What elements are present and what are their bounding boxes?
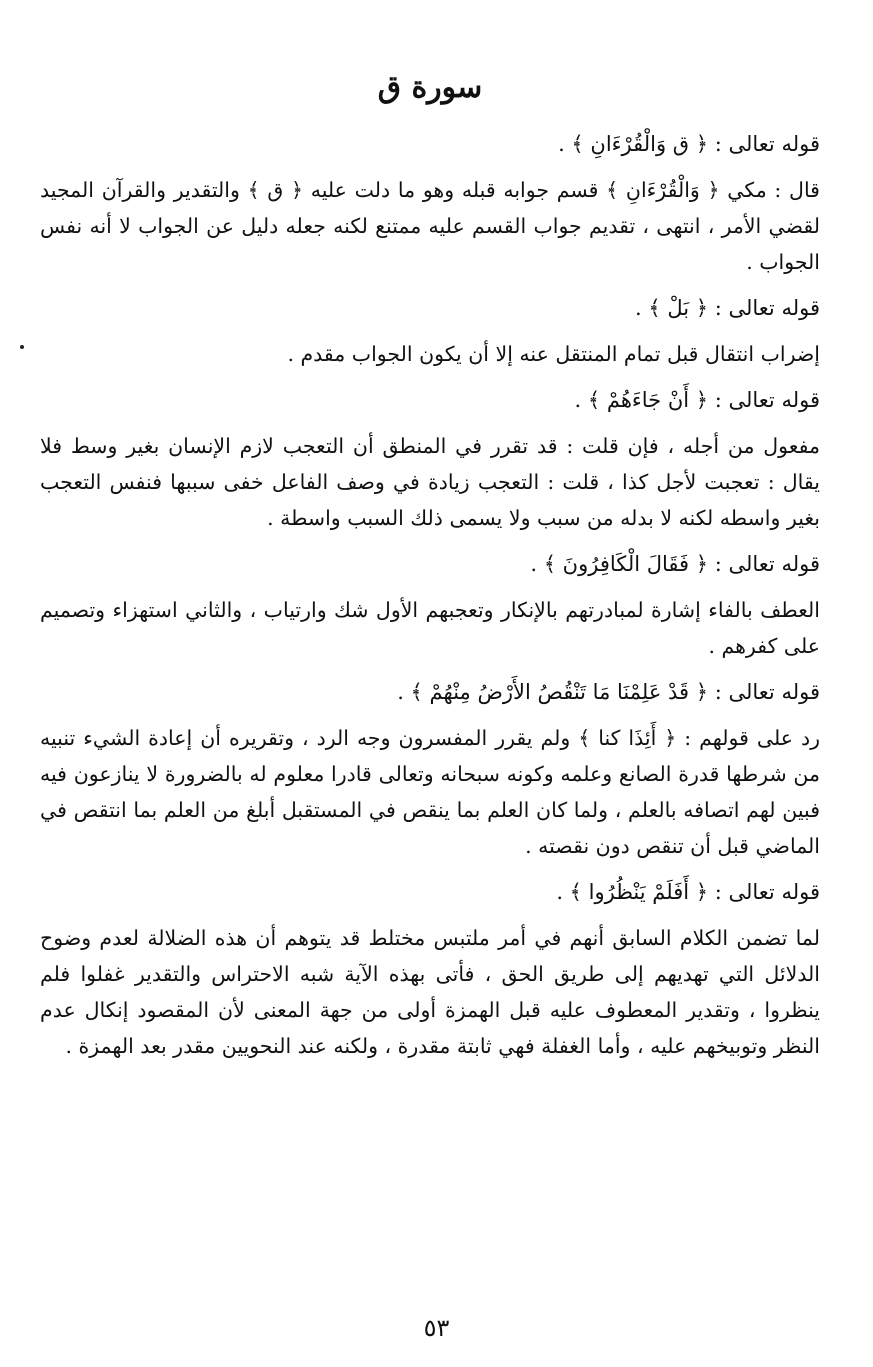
verse-heading: قوله تعالى : ﴿ أَفَلَمْ يَنْظُرُوا ﴾ . [556, 880, 820, 904]
commentary-paragraph: إضراب انتقال قبل تمام المنتقل عنه إلا أن يكون الجواب مقدم . [287, 342, 820, 366]
verse-heading: قوله تعالى : ﴿ أَنْ جَاءَهُمْ ﴾ . [574, 388, 820, 412]
verse-heading: قوله تعالى : ﴿ ق وَالْقُرْءَانِ ﴾ . [558, 132, 820, 156]
page-content [40, 60, 820, 1074]
verse-heading: قوله تعالى : ﴿ بَلْ ﴾ . [635, 296, 820, 320]
section-2 [40, 290, 820, 372]
section-5 [40, 674, 820, 864]
commentary-paragraph: مفعول من أجله ، فإن قلت : قد تقرر في المنطق أن التعجب لازم الإنسان بغير وسط فلا يقال : تعجبت لأجل كذا ، قلت : التعجب زيادة في وصف الفاعل خفى سببها فنفس التعجب بغير واسطه لكنه لا بدله من سبب ولا يسمى ذلك السبب واسطة . [40, 434, 820, 530]
verse-heading: قوله تعالى : ﴿ فَقَالَ الْكَافِرُونَ ﴾ . [530, 552, 820, 576]
stray-mark [20, 345, 24, 349]
section-1 [40, 126, 820, 280]
commentary-paragraph: رد على قولهم : ﴿ أَئِذَا كنا ﴾ ولم يقرر المفسرون وجه الرد ، وتقريره أن إعادة الشيء تنبيه من شرطها قدرة الصانع وعلمه وكونه سبحانه وتعالى قادرا معلوم له بالضرورة لا ينازعون فيه فبين لهم اتصافه بالعلم ، ولما كان العلم بما ينقص في المستقبل أبلغ من العلم بما انتقص في الماضي قبل أن تنقص دون نقصته . [40, 726, 820, 858]
commentary-paragraph: العطف بالفاء إشارة لمبادرتهم بالإنكار وتعجبهم الأول شك وارتياب ، والثاني استهزاء وتصميم على كفرهم . [40, 598, 820, 658]
section-6 [40, 874, 820, 1064]
commentary-paragraph: لما تضمن الكلام السابق أنهم في أمر ملتبس مختلط قد يتوهم أن هذه الضلالة لعدم وضوح الدلائل التي تهديهم إلى طريق الحق ، فأتى بهذه الآية شبه الاحتراس والتقدير غفلوا فلم ينظروا ، وتقدير المعطوف عليه قبل الهمزة أولى من جهة المعنى لأن المقصود إنكال عدم النظر وتوبيخهم عليه ، وأما الغفلة فهي ثابتة مقدرة ، ولكنه عند النحويين مقدر بعد الهمزة . [40, 926, 820, 1058]
verse-heading: قوله تعالى : ﴿ قَدْ عَلِمْنَا مَا تَنْقُصُ الأَرْضُ مِنْهُمْ ﴾ . [397, 680, 820, 704]
section-4 [40, 546, 820, 664]
section-3 [40, 382, 820, 536]
page-number: ٥٣ [423, 1314, 450, 1342]
commentary-paragraph: قال : مكي ﴿ وَالْقُرْءَانِ ﴾ قسم جوابه قبله وهو ما دلت عليه ﴿ ق ﴾ والتقدير والقرآن المجيد لقضي الأمر ، انتهى ، تقديم جواب القسم عليه ممتنع لكنه جعله دليل عن الجواب لا أنه نفس الجواب . [40, 178, 820, 274]
page-title: سورة ق [377, 70, 483, 105]
